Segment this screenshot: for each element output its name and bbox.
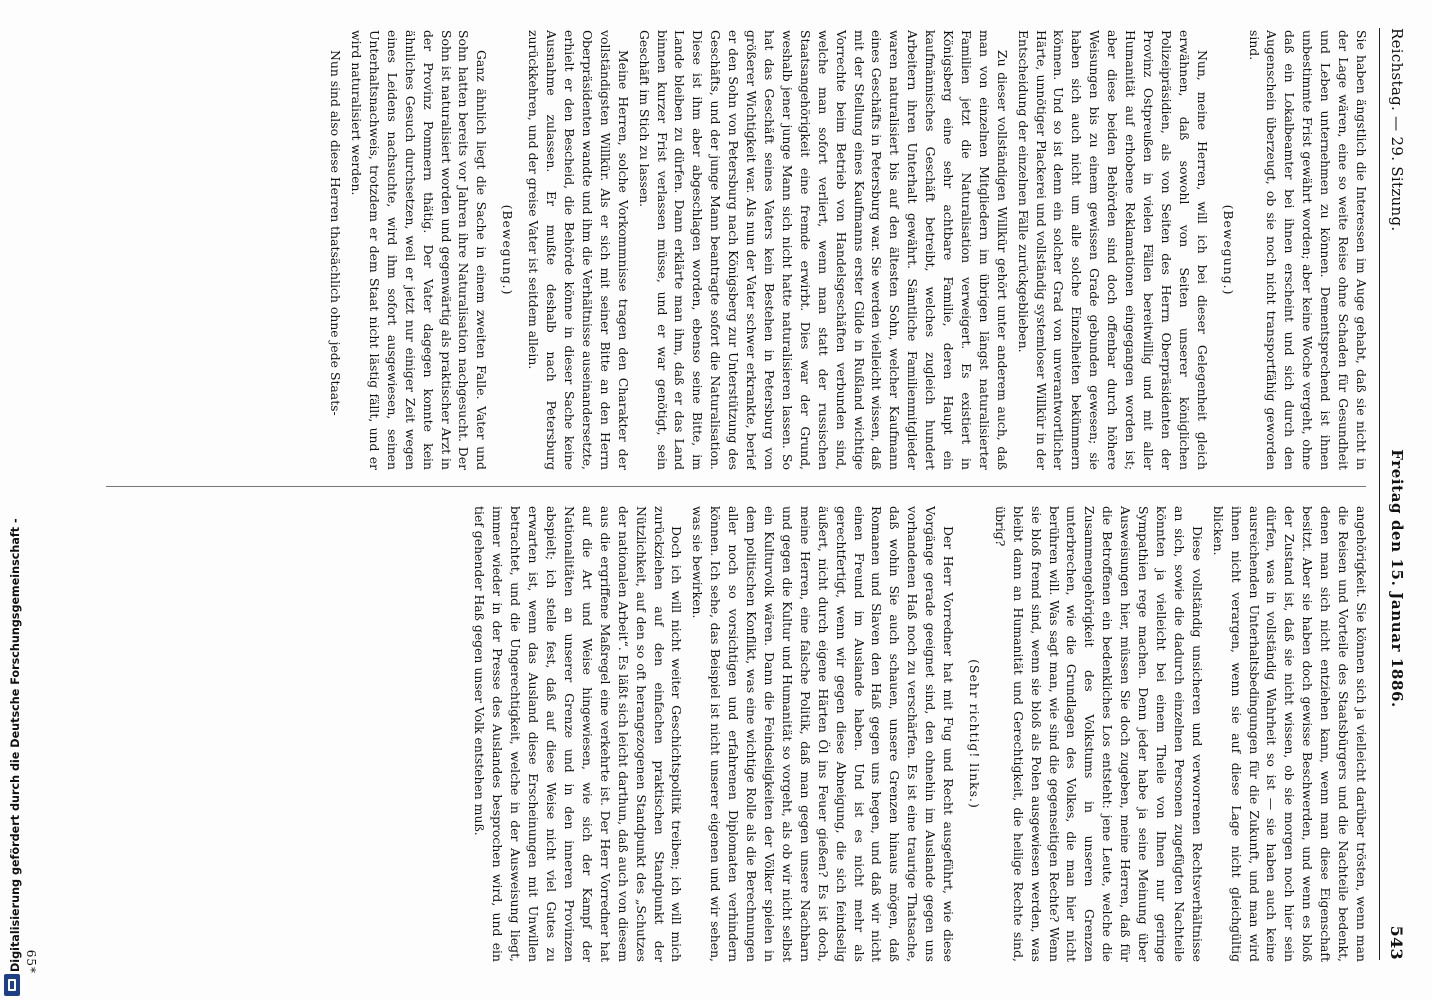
right-column — [50, 506, 1370, 962]
paragraph: Diese vollständig unsicheren und verworrenen Rechtsverhältnisse an sich, sowie die dadurch einzelnen Personen zugefügten Nachteile könnten ja vielleicht bei einem Theile von Ihnen nur geringe Sympathien rege machen. Denn jeder habe ja seine Meinung über Ausweisungen hier, müssen Sie doch zugeben, meine Herren, daß für die Betroffenen ein bedenkliches Los entsteht: jene Leute, welche die Zusammengehörigkeit des Volkstums in unseren Grenzen unterbrechen, wie die Grundlagen des Volkes, die man hier nicht berühren will. Was sagt man, wie sind die gegenseitigen Rechte? Wenn sie bloß fremd sind, wenn sie bloß als Polen ausgewiesen werden, was bleibt dann an Humanität und Gerechtigkeit, die heilige Rechte sind, übrig? — [992, 506, 1205, 962]
paragraph: Meine Herren, solche Vorkommnisse tragen den Charakter der vollständigsten Willkür. Als er sich mit seiner Bitte an den Herrn Oberpräsidenten wandte und ihm die Verhältnisse auseinandersetzte, erhielt er den Bescheid, die Behörde könne in dieser Sache keine Ausnahme zulassen. Er mußte deshalb nach Petersburg zurückkehren, und der greise Vater ist seitdem allein. — [526, 30, 631, 470]
stage-direction: (Bewegung.) — [500, 204, 516, 296]
paragraph: Ganz ähnlich liegt die Sache in einem zweiten Falle. Vater und Sohn hatten bereits vor Jahren ihre Naturalisation nachgesucht. Der Sohn ist naturalisiert worden und gegenwärtig als praktischer Arzt in der Provinz Pommern thätig. Der Vater dagegen konnte kein ähnliches Gesuch durchsetzen, weil er jetzt nur einiger Zeit wegen eines Leidens nachsuchte, wird ihm sofort ausgewiesen, seinen Unterhaltsnachweis, trotzdem er dem Staat nicht lästig fällt, und er wird naturalisiert werden. — [349, 30, 490, 470]
page-number: 543 — [1387, 925, 1407, 960]
paragraph: Doch ich will nicht weiter Geschichtspolitik treiben; ich will mich zurückziehen auf den einfachen praktischen Standpunkt der Nützlichkeit, auf den so oft herangezogenen Standpunkt des „Schutzes der nationalen Arbeit“. Es läßt sich leicht darthun, daß auch von diesem aus die ergriffene Maßregel eine verkehrte ist. Der Herr Vorredner hat auf die Art und Weise hingewiesen, wie sich der Kampf der Nationalitäten an unserer Grenze und in den inneren Provinzen abspielt; ich stelle fest, daß auf diese Weise nicht viel Gutes zu erwarten ist, wenn das Ausland diese Erscheinungen mit Unwillen betrachtet, und die Ungerechtigkeit, welche in der Ausweisung liegt, immer wieder in der Presse des Auslandes besprochen wird, und ein tief gehender Haß gegen unser Volk entstehen muß. — [472, 506, 685, 962]
paragraph: Sie haben ängstlich die Interessen im Auge gehabt, daß sie nicht in der Lage wären, eine so weite Reise ohne Schaden für Gesundheit und Leben unternehmen zu können. Dementsprechend ist ihnen unbestimmte Frist gewährt worden; aber keine Woche vergeht, ohne daß ein Lokalbeamter bei ihnen erscheint und sich durch den Augenschein überzeugt, ob sie noch nicht transportfähig geworden sind. — [1246, 30, 1369, 470]
paragraph: angehörigkeit. Sie können sich ja vielleicht darüber trösten, wenn man die Reisen und Vorteile des Staatsbürgers und die Nachteile bedenkt, denen man sich nicht entziehen kann, wenn man diese Eigenschaft besitzt. Aber sie haben doch gewisse Beschwerden, und wenn es bloß der Zustand ist, daß sie nicht wissen, ob sie morgen noch hier sein dürfen, was in vollständig Wahrheit so ist — sie haben auch keine ausreichenden Unterhaltsbedingungen für die Zukunft, und man wird ihnen nicht verargen, wenn sie auf diese Lage nicht gleichgültig blicken. — [1210, 506, 1369, 962]
column-divider — [106, 486, 1366, 487]
running-header — [1379, 28, 1414, 960]
credit-text: Digitalisierung gefördert durch die Deutsche Forschungsgemeinschaft - — [9, 518, 22, 972]
digitization-credit — [2, 518, 22, 1000]
header-date: Freitag den 15. Januar 1886. — [1388, 449, 1406, 708]
dfg-logo-icon — [4, 974, 20, 996]
left-column — [50, 30, 1370, 470]
paragraph: Nun, meine Herren, will ich bei dieser Gelegenheit gleich erwähnen, daß sowohl von Seiten unserer königlichen Polizeipräsidien, als von Seiten des Herrn Oberpräsidenten der Provinz Ostpreußen in vielen Fällen bereitwillig und mit aller Humanität auf erhobene Reklamationen eingegangen worden ist; aber diese beiden Behörden sind doch offenbar durch höhere Weisungen bis zu einem gewissen Grade gebunden gewesen; sie haben sich auch nicht um alle solche Einzelheiten bekümmern können. Und so ist denn ein solcher Grad von unverantwortlicher Härte, unnötiger Plackerei und vollständig systemloser Willkür in der Entscheidung der einzelnen Fälle zurückgeblieben. — [1015, 30, 1210, 470]
stage-direction: (Sehr richtig! links.) — [966, 659, 982, 809]
stage-direction: (Bewegung.) — [1220, 204, 1236, 296]
header-session: Reichstag. — 29. Sitzung. — [1388, 28, 1406, 232]
signature-mark: 65* — [24, 949, 38, 974]
paragraph: Der Herr Vorredner hat mit Fug und Recht ausgeführt, wie diese Vorgänge gerade geeignet sind, den ohnehin im Auslande gegen uns vorhandenen Haß noch zu verschärfen. Es ist eine traurige Thatsache, daß wohin Sie auch schauen, unsere Grenzen hinaus mögen, daß Romanen und Slaven den Haß gegen uns hegen, und daß wir nicht einen Freund im Auslande haben. Und ist es nicht mehr als gerechtfertigt, wenn wir gegen diese Abneigung, die sich feindselig äußert, nicht durch eigene Härten Öl ins Feuer gießen? Es ist doch, meine Herren, eine falsche Politik, daß man gegen unsere Nachbarn und gegen die Kultur und Humanität so vorgeht, als ob wir nicht selbst ein Kulturvolk wären. Dann die Feindseligkeiten der Völker spielen in dem politischen Konflikt, was eine wichtige Rolle als die Berechnungen aller noch so vorsichtigen und erfahrenen Diplomaten verhindern können. Ich sehe, das Beispiel ist nicht unserer eigenen und wir sehen, was sie bewirken. — [690, 506, 957, 962]
paragraph: Zu dieser vollständigen Willkür gehört unter anderem auch, daß man von einzelnen Mitgliedern im übrigen längst naturalisierter Familien jetzt die Naturalisation verweigert. Es existiert in Königsberg eine sehr achtbare Familie, deren Haupt ein kaufmännisches Geschäft betreibt, welches zugleich hundert Arbeitern ihren Unterhalt gewährt. Sämtliche Familienmitglieder waren naturalisiert bis auf den ältesten Sohn, welcher Kaufmann eines Geschäfts in Petersburg war. Sie werden vielleicht wissen, daß mit der Stellung eines Kaufmanns erster Gilde in Rußland wichtige Vorrechte beim Betrieb von Handelsgeschäften verbunden sind, welche man sofort verliert, wenn man statt der russischen Staatsangehörigkeit eine fremde erwirbt. Dies war der Grund, weshalb jener junge Mann sich nicht hatte naturalisieren lassen. So hat das Geschäft seines Vaters kein Bestehen in Petersburg von größerer Wichtigkeit war. Als nun der Vater schwer erkrankte, berief er den Sohn von Petersburg nach Königsberg zur Unterstützung des Geschäfts, und der junge Mann beantragte sofort die Naturalisation. Diese ist ihm aber abgeschlagen worden, ebenso seine Bitte, im Lande bleiben zu dürfen. Dann erklärte man ihm, daß er das Land binnen kurzer Frist verlassen müsse, und er war genötigt, sein Geschäft im Stich zu lassen. — [636, 30, 1010, 470]
paragraph: Nun sind also diese Herren thatsächlich ohne jede Staats- — [328, 50, 344, 416]
